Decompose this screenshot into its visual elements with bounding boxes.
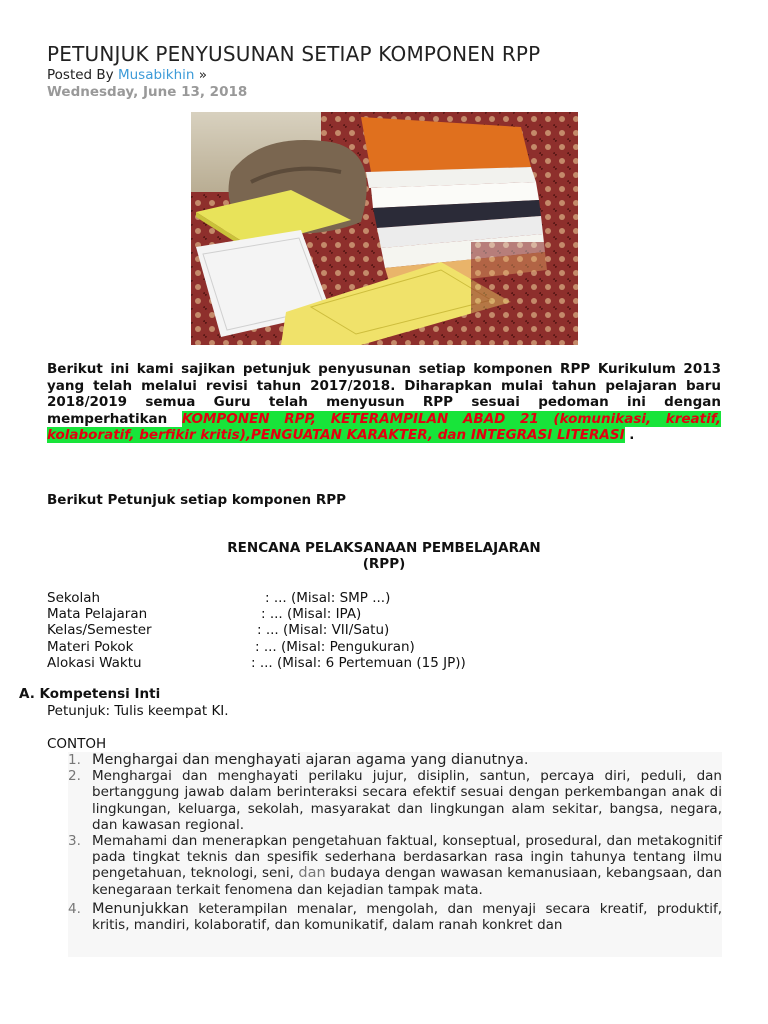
info-label: Alokasi Waktu [47,654,142,671]
author-link[interactable]: Musabikhin [117,67,195,83]
list-number: 2. [68,768,81,785]
post-photo [191,112,578,345]
rpp-title-line2: (RPP) [362,556,406,572]
info-label: Sekolah [47,590,101,606]
post-date: Wednesday, June 13, 2018 [47,84,248,100]
info-label: Materi Pokok [47,638,134,655]
post-byline [47,67,207,83]
list-text: budaya dengan wawasan kemanusiaan, kebangsaan, dan kenegaraan terkait fenomena dan kejadian tampak mata. [92,865,722,898]
info-label: Mata Pelajaran [47,606,148,623]
post-title: PETUNJUK PENYUSUNAN SETIAP KOMPONEN RPP [47,42,541,66]
info-value: : ... (Misal: 6 Pertemuan (15 JP)) [251,654,466,671]
list-text: keterampilan menalar, mengolah, dan menyaji secara kreatif, produktif, kritis, mandiri, kolaboratif, dan komunikatif, dalam ranah konkret dan [92,900,722,934]
list-item [68,752,722,768]
list-text: Menghargai dan menghayati perilaku jujur, disiplin, santun, percaya diri, peduli, dan bertanggung jawab dalam berinteraksi secara efektif sesuai dengan perkembangan anak di lingkungan, keluarga, sekolah, masyarakat dan lingkungan alam sekitar, bangsa, negara, dan kawasan regional. [92,768,722,833]
rpp-title [0,540,768,572]
list-text-dan: dan [298,865,326,882]
list-item [68,901,722,933]
intro-end: . [624,427,635,443]
subheading: Berikut Petunjuk setiap komponen RPP [47,492,347,508]
info-value: : ... (Misal: Pengukuran) [255,638,415,655]
list-number: 3. [68,833,81,850]
section-a-heading: A. Kompetensi Inti [19,686,161,702]
intro-paragraph [47,361,721,444]
info-value: : ... (Misal: IPA) [261,606,362,623]
section-a-contoh: CONTOH [47,736,107,752]
info-label: Kelas/Semester [47,622,152,639]
list-item [68,833,722,898]
info-value: : ... (Misal: SMP ...) [265,590,391,606]
posted-by-label: Posted By [47,67,114,83]
intro-text: Berikut ini kami sajikan petunjuk penyusunan setiap komponen RPP Kurikulum 2013 yang telah melalui revisi tahun 2017/2018. Diharapkan mulai tahun pelajaran baru 2018/2019 semua Guru telah menyusun RPP sesuai pedoman ini dengan memperhatikan [47,361,721,427]
list-number: 1. [68,752,81,768]
list-text: Menghargai dan menghayati ajaran agama yang dianutnya. [92,752,529,768]
list-text: Memahami dan menerapkan pengetahuan faktual, konseptual, prosedural, dan metakognitif pada tingkat teknis dan spesifik sederhana berdasarkan rasa ingin tahunya tentang ilmu pengetahuan, teknologi, seni, [92,833,722,882]
section-a-petunjuk: Petunjuk: Tulis keempat KI. [47,703,229,719]
info-value: : ... (Misal: VII/Satu) [257,622,390,639]
intro-highlight: KOMPONEN RPP, KETERAMPILAN ABAD 21 (komunikasi, kreatif, kolaboratif, berfikir kritis),PENGUATAN KARAKTER, dan INTEGRASI LITERASI [47,410,722,443]
list-number: 4. [68,900,81,917]
list-item [68,768,722,833]
list-text-lead: Menunjukkan [92,900,189,917]
posted-by-suffix: » [198,67,208,83]
rpp-title-line1: RENCANA PELAKSANAAN PEMBELAJARAN [227,540,541,556]
ki-list [68,752,722,957]
books-photo-illustration [191,112,578,345]
